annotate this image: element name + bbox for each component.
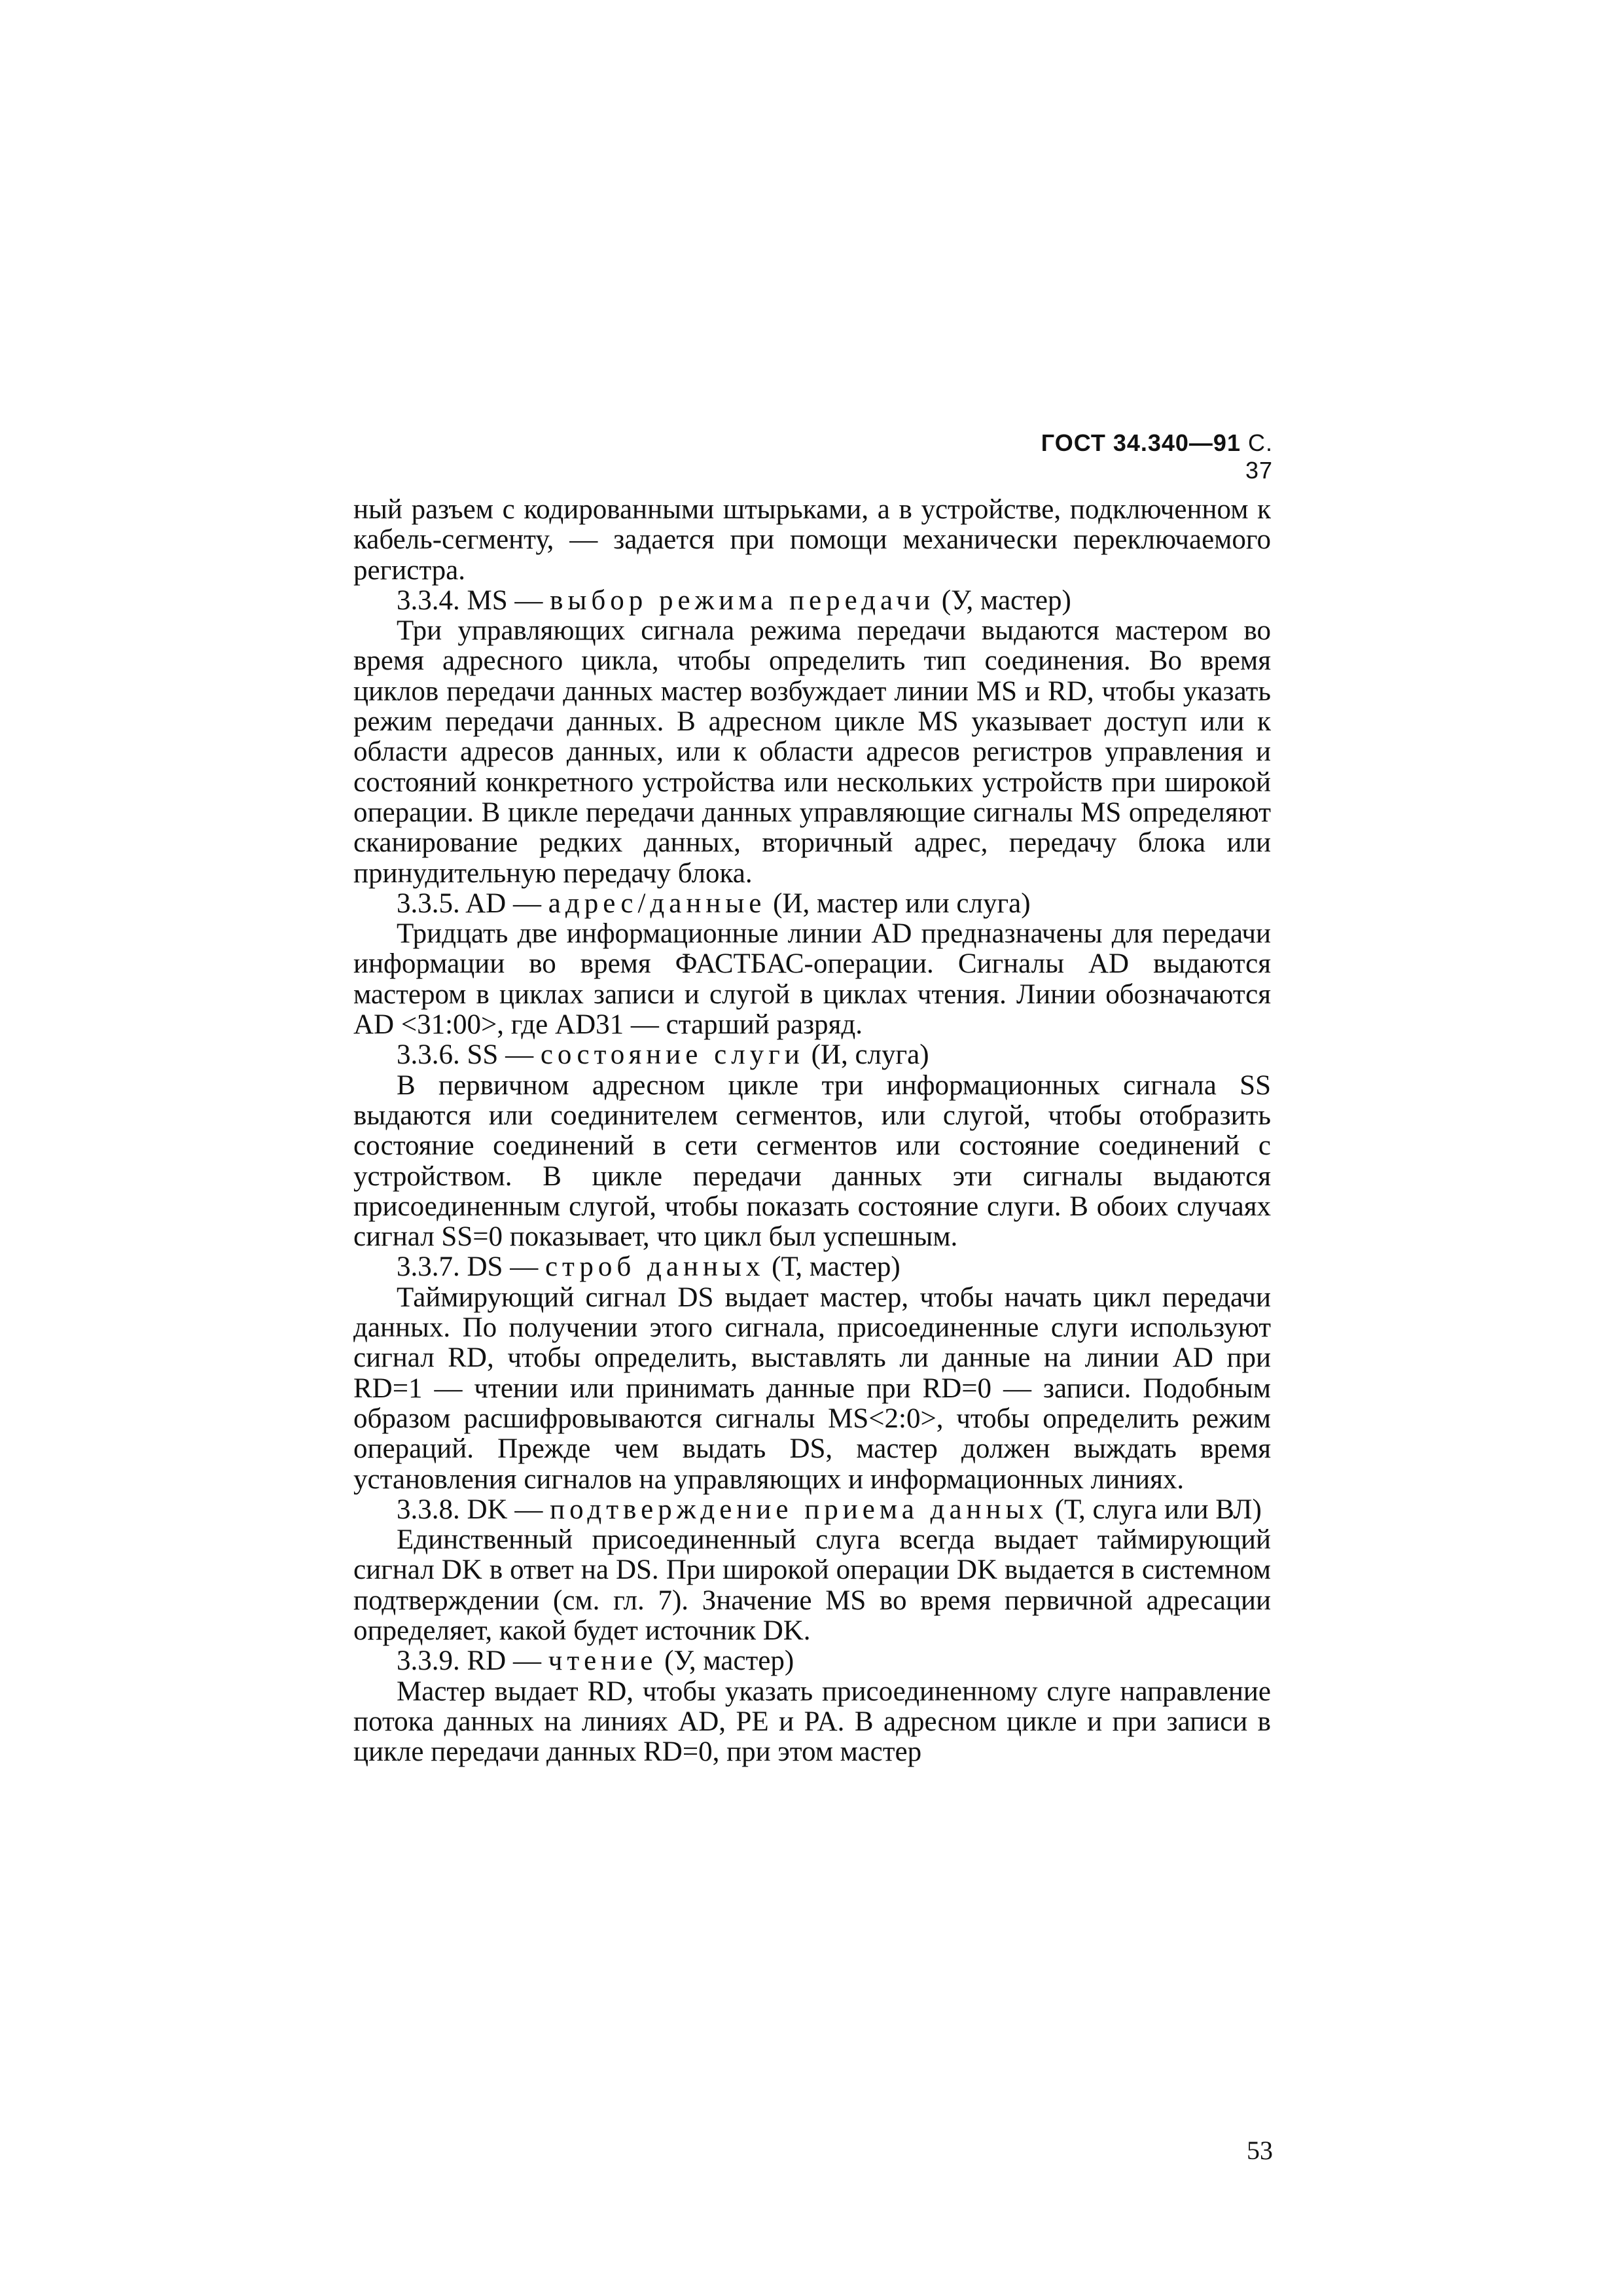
section-term: выбор режима передачи — [550, 584, 935, 616]
section-term: чтение — [548, 1645, 658, 1677]
section-heading-3-3-4 — [353, 586, 1271, 616]
body-text — [353, 495, 1271, 1767]
section-note: (И, слуга) — [811, 1039, 929, 1071]
section-note: (Т, мастер) — [772, 1251, 901, 1283]
paragraph: Таймирующий сигнал DS выдает мастер, чтобы начать цикл передачи данных. По получении этого сигнала, присоединенные слуги используют сигнал RD, чтобы определить, выставлять ли данные на линии AD при RD=1 — чтении или принимать данные при RD=0 — записи. Подобным образом расшифровываются сигналы MS<2:0>, чтобы определить режим операций. Прежде чем выдать DS, мастер должен выждать время установления сигналов на управляющих и информационных линиях. — [353, 1282, 1271, 1495]
section-heading-3-3-7 — [353, 1252, 1271, 1282]
section-term: состояние слуги — [540, 1039, 804, 1071]
page-number: 53 — [1247, 2136, 1273, 2165]
standard-designation: ГОСТ 34.340—91 — [1041, 429, 1241, 456]
section-heading-3-3-8 — [353, 1495, 1271, 1525]
paragraph-continuation: ный разъем с кодированными штырьками, а в устройстве, подключенном к кабель-сегменту, — задается при помощи механически переключаемого регистра. — [353, 494, 1271, 586]
paragraph: В первичном адресном цикле три информационных сигнала SS выдаются или соединителем сегментов, или слугой, чтобы отобразить состояние соединений в сети сегментов или состояние соединений с устройством. В цикле передачи данных эти сигналы выдаются присоединенным слугой, чтобы показать состояние слуги. В обоих случаях сигнал SS=0 показывает, что цикл был успешным. — [353, 1069, 1271, 1253]
paragraph: Единственный присоединенный слуга всегда выдает таймирующий сигнал DK в ответ на DS. При широкой операции DK выдается в системном подтверждении (см. гл. 7). Значение MS во время первичной адресации определяет, какой будет источник DK. — [353, 1524, 1271, 1646]
page-header — [1008, 429, 1273, 484]
section-note: (И, мастер или слуга) — [773, 888, 1031, 919]
section-number: 3.3.9. RD — — [397, 1645, 541, 1677]
section-heading-3-3-6 — [353, 1040, 1271, 1070]
paragraph: Мастер выдает RD, чтобы указать присоединенному слуге направление потока данных на линиях AD, PE и PA. В адресном цикле и при записи в цикле передачи данных RD=0, при этом мастер — [353, 1676, 1271, 1768]
section-number: 3.3.7. DS — — [397, 1251, 539, 1283]
section-number: 3.3.6. SS — — [397, 1039, 534, 1071]
standard-page-label: С. 37 — [1245, 429, 1273, 484]
section-note: (У, мастер) — [941, 584, 1071, 616]
section-term: адрес/данные — [548, 888, 766, 919]
paragraph: Три управляющих сигнала режима передачи выдаются мастером во время адресного цикла, чтобы определить тип соединения. Во время циклов передачи данных мастер возбуждает линии MS и RD, чтобы указать режим передачи данных. В адресном цикле MS указывает доступ или к области адресов данных, или к области адресов регистров управления и состояний конкретного устройства или нескольких устройств при широкой операции. В цикле передачи данных управляющие сигналы MS определяют сканирование редких данных, вторичный адрес, передачу блока или принудительную передачу блока. — [353, 615, 1271, 889]
section-number: 3.3.4. MS — — [397, 584, 543, 616]
section-term: подтверждение приема данных — [550, 1494, 1048, 1525]
section-term: строб данных — [544, 1251, 765, 1283]
section-note: (Т, слуга или ВЛ) — [1054, 1494, 1262, 1525]
section-note: (У, мастер) — [664, 1645, 794, 1677]
section-number: 3.3.8. DK — — [397, 1494, 543, 1525]
section-heading-3-3-5 — [353, 889, 1271, 919]
paragraph: Тридцать две информационные линии AD предназначены для передачи информации во время ФАСТБАС-операции. Сигналы AD выдаются мастером в циклах записи и слугой в циклах чтения. Линии обозначаются AD <31:00>, где AD31 — старший разряд. — [353, 918, 1271, 1041]
section-number: 3.3.5. AD — — [397, 888, 541, 919]
section-heading-3-3-9 — [353, 1646, 1271, 1676]
